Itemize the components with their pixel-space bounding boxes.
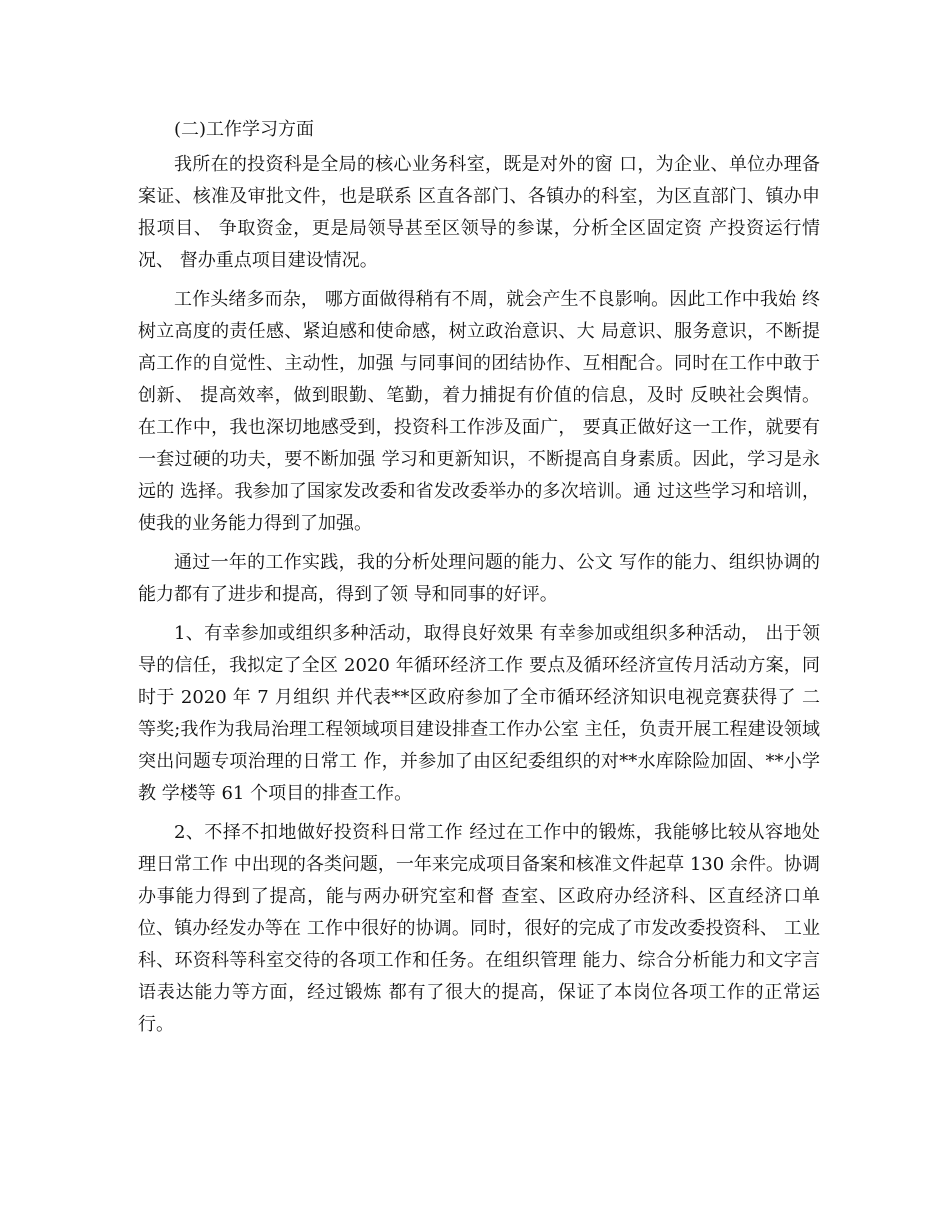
paragraph-ability-improvement: 通过一年的工作实践，我的分析处理问题的能力、公文 写作的能力、组织协调的能力都有了进步和提高，得到了领 导和同事的好评。 bbox=[138, 552, 820, 605]
document-page bbox=[138, 114, 820, 1048]
paragraph-daily-work: 2、不择不扣地做好投资科日常工作 经过在工作中的锻炼，我能够比较从容地处理日常工作 中出现的各类问题，一年来完成项目备案和核准文件起草 130 余件。协调办事能力得到了提高，能与两办研究室和督 查室、区政府办经济科、区直经济口单位、镇办经发办等在 工作中很好的协调。同时，很好的完成了市发改委投资科、 工业科、环资科等科室交待的各项工作和任务。在组织管理 能力、综合分析能力和文字言语表达能力等方面，经过锻炼 都有了很大的提高，保证了本岗位各项工作的正常运行。 bbox=[138, 822, 820, 1035]
paragraph-investment-section: 我所在的投资科是全局的核心业务科室，既是对外的窗 口，为企业、单位办理备案证、核准及审批文件，也是联系 区直各部门、各镇办的科室，为区直部门、镇办申报项目、 争取资金，更是局领导甚至区领导的参谋，分析全区固定资 产投资运行情况、 督办重点项目建设情况。 bbox=[138, 154, 820, 271]
paragraph-activities: 1、有幸参加或组织多种活动，取得良好效果 有幸参加或组织多种活动， 出于领导的信任，我拟定了全区 2020 年循环经济工作 要点及循环经济宣传月活动方案，同时于 2020 年 7 月组织 并代表**区政府参加了全市循环经济知识电视竞赛获得了 二等奖;我作为我局治理工程领域项目建设排查工作办公室 主任，负责开展工程建设领域突出问题专项治理的日常工 作，并参加了由区纪委组织的对**水库除险加固、**小学教 学楼等 61 个项目的排查工作。 bbox=[138, 623, 820, 804]
paragraph-work-attitude: 工作头绪多而杂， 哪方面做得稍有不周，就会产生不良影响。因此工作中我始 终树立高度的责任感、紧迫感和使命感，树立政治意识、大 局意识、服务意识，不断提高工作的自觉性、主动性，加强 与同事间的团结协作、互相配合。同时在工作中敢于创新、 提高效率，做到眼勤、笔勤，着力捕捉有价值的信息，及时 反映社会舆情。 在工作中，我也深切地感受到，投资科工作涉及面广， 要真正做好这一工作，就要有一套过硬的功夫，要不断加强 学习和更新知识，不断提高自身素质。因此，学习是永远的 选择。我参加了国家发改委和省发改委举办的多次培训。通 过这些学习和培训，使我的业务能力得到了加强。 bbox=[138, 289, 820, 534]
section-heading: (二)工作学习方面 bbox=[174, 119, 315, 140]
